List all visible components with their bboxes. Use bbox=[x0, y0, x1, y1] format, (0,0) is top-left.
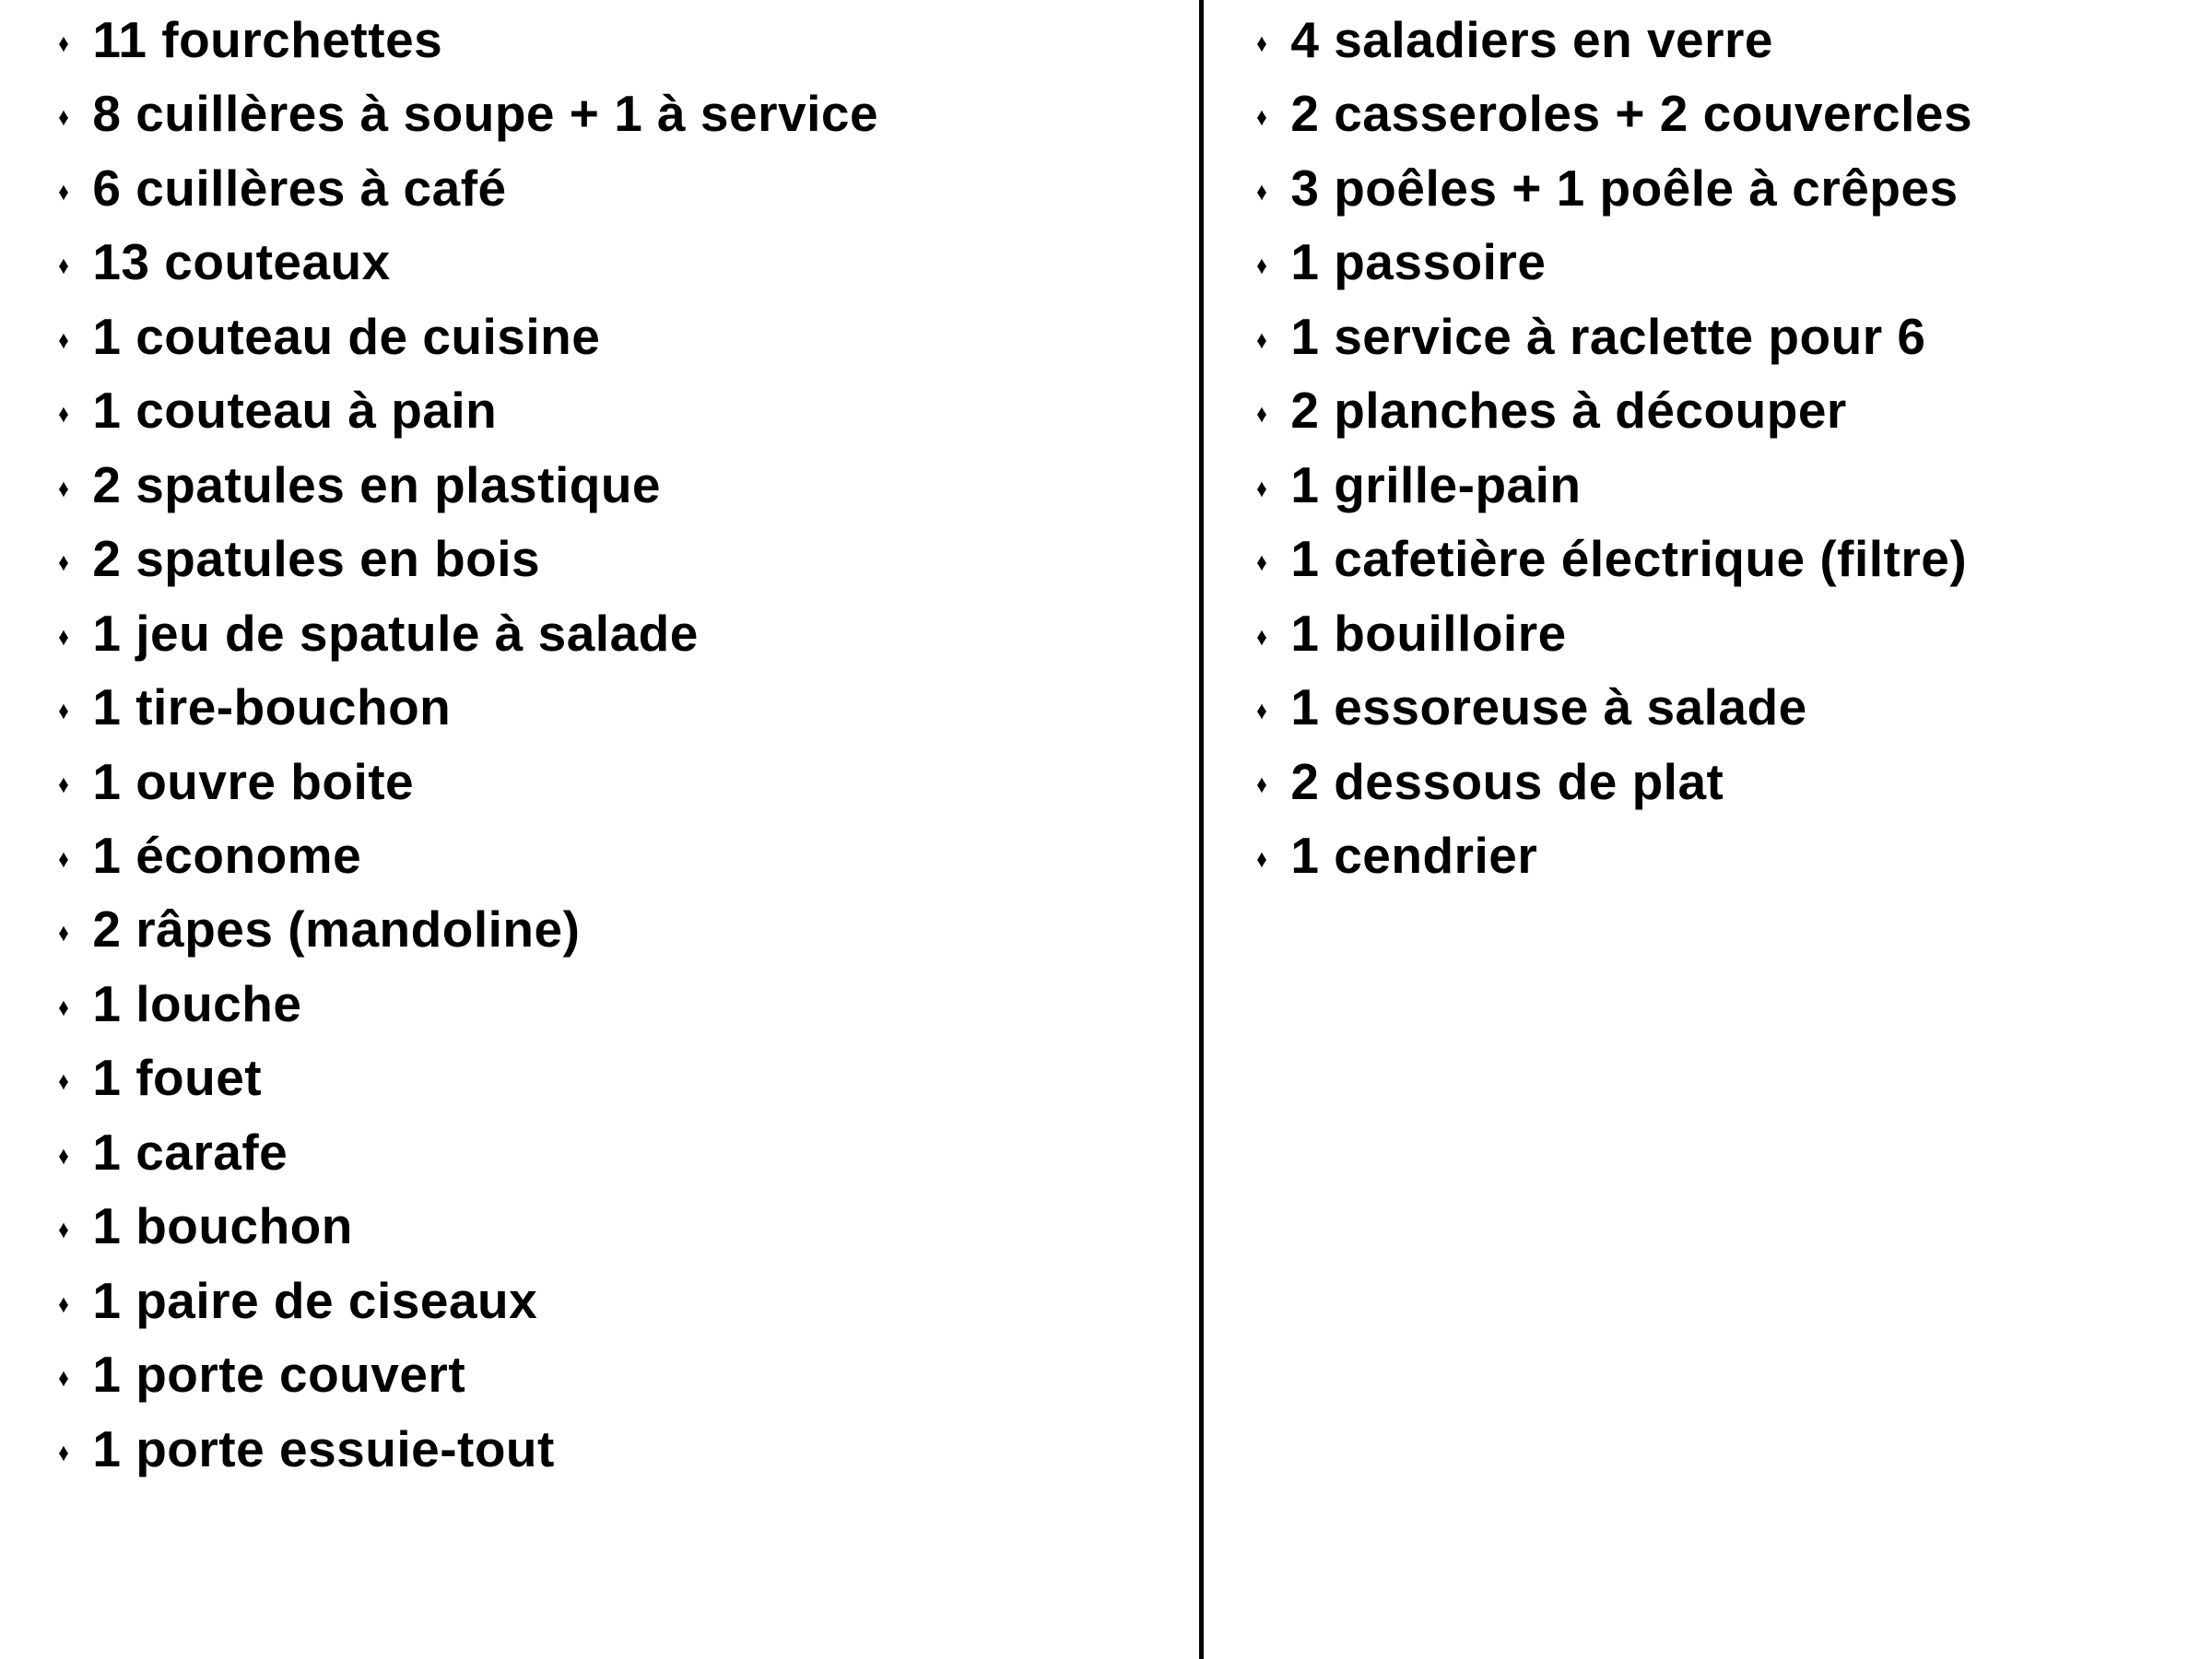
list-item-label: 1 ouvre boite bbox=[92, 752, 415, 810]
diamond-bullet-icon: ♦ bbox=[58, 28, 70, 57]
diamond-bullet-icon: ♦ bbox=[1256, 324, 1268, 354]
diamond-bullet-icon: ♦ bbox=[1256, 251, 1268, 280]
diamond-bullet-icon: ♦ bbox=[58, 176, 70, 206]
list-item bbox=[57, 820, 1199, 894]
list-item-label: 1 passoire bbox=[1290, 233, 1547, 291]
diamond-bullet-icon: ♦ bbox=[58, 1215, 70, 1244]
diamond-bullet-icon: ♦ bbox=[58, 473, 70, 502]
diamond-bullet-icon: ♦ bbox=[58, 1140, 70, 1170]
diamond-bullet-icon: ♦ bbox=[58, 547, 70, 577]
list-item bbox=[57, 301, 1199, 375]
list-item bbox=[1255, 78, 2212, 152]
list-item bbox=[1255, 375, 2212, 449]
list-item-label: 1 économe bbox=[92, 826, 362, 884]
list-item-label: 2 casseroles + 2 couvercles bbox=[1290, 85, 1973, 143]
list-item-label: 2 planches à découper bbox=[1290, 382, 1847, 440]
list-item-label: 3 poêles + 1 poêle à crêpes bbox=[1290, 159, 1959, 217]
list-item bbox=[1255, 598, 2212, 672]
list-item bbox=[1255, 820, 2212, 894]
list-item bbox=[1255, 450, 2212, 524]
list-item-label: 11 fourchettes bbox=[92, 11, 443, 68]
list-item bbox=[57, 747, 1199, 820]
list-item bbox=[57, 1191, 1199, 1265]
diamond-bullet-icon: ♦ bbox=[58, 1363, 70, 1393]
list-item-label: 1 bouchon bbox=[92, 1197, 353, 1255]
list-item bbox=[57, 450, 1199, 524]
column-right bbox=[1204, 0, 2212, 1659]
list-item bbox=[57, 1117, 1199, 1191]
list-item bbox=[1255, 5, 2212, 78]
diamond-bullet-icon: ♦ bbox=[58, 251, 70, 280]
list-item-label: 1 paire de ciseaux bbox=[92, 1271, 538, 1329]
list-item bbox=[57, 1414, 1199, 1488]
diamond-bullet-icon: ♦ bbox=[58, 696, 70, 725]
diamond-bullet-icon: ♦ bbox=[58, 992, 70, 1021]
diamond-bullet-icon: ♦ bbox=[1256, 28, 1268, 57]
list-item bbox=[57, 227, 1199, 300]
list-item-label: 1 cafetière électrique (filtre) bbox=[1290, 530, 1968, 588]
list-item bbox=[1255, 747, 2212, 820]
diamond-bullet-icon: ♦ bbox=[58, 621, 70, 651]
list-item-label: 1 couteau à pain bbox=[92, 382, 498, 440]
list-item-label: 1 carafe bbox=[92, 1123, 288, 1181]
list-item-label: 1 grille-pain bbox=[1290, 455, 1582, 513]
list-item bbox=[1255, 153, 2212, 227]
list-item-label: 6 cuillères à café bbox=[92, 159, 507, 217]
list-item-label: 2 spatules en bois bbox=[92, 530, 541, 588]
list-item bbox=[57, 524, 1199, 597]
list-item bbox=[1255, 524, 2212, 597]
list-item-label: 1 porte couvert bbox=[92, 1346, 466, 1404]
list-item-label: 2 dessous de plat bbox=[1290, 752, 1724, 810]
diamond-bullet-icon: ♦ bbox=[58, 918, 70, 947]
diamond-bullet-icon: ♦ bbox=[1256, 473, 1268, 502]
list-item bbox=[1255, 672, 2212, 746]
diamond-bullet-icon: ♦ bbox=[1256, 843, 1268, 873]
list-item bbox=[57, 1265, 1199, 1339]
list-item bbox=[57, 375, 1199, 449]
diamond-bullet-icon: ♦ bbox=[1256, 399, 1268, 429]
diamond-bullet-icon: ♦ bbox=[1256, 770, 1268, 799]
list-item-label: 1 bouilloire bbox=[1290, 604, 1567, 662]
list-item bbox=[57, 1042, 1199, 1116]
list-item bbox=[57, 894, 1199, 968]
list-item-label: 1 fouet bbox=[92, 1049, 263, 1107]
list-item-label: 1 porte essuie-tout bbox=[92, 1419, 555, 1477]
list-item-label: 13 couteaux bbox=[92, 233, 391, 291]
list-item-label: 1 cendrier bbox=[1290, 826, 1538, 884]
list-item bbox=[57, 78, 1199, 152]
inventory-list-left bbox=[57, 5, 1199, 1488]
list-item bbox=[1255, 301, 2212, 375]
diamond-bullet-icon: ♦ bbox=[58, 324, 70, 354]
diamond-bullet-icon: ♦ bbox=[58, 770, 70, 799]
list-item bbox=[57, 1339, 1199, 1413]
diamond-bullet-icon: ♦ bbox=[58, 1437, 70, 1466]
diamond-bullet-icon: ♦ bbox=[58, 399, 70, 429]
diamond-bullet-icon: ♦ bbox=[58, 102, 70, 132]
list-item bbox=[57, 969, 1199, 1042]
list-item-label: 1 louche bbox=[92, 974, 302, 1032]
list-item-label: 8 cuillères à soupe + 1 à service bbox=[92, 85, 879, 143]
list-item-label: 4 saladiers en verre bbox=[1290, 11, 1774, 68]
list-item bbox=[57, 598, 1199, 672]
list-item-label: 1 tire-bouchon bbox=[92, 678, 452, 736]
diamond-bullet-icon: ♦ bbox=[1256, 176, 1268, 206]
list-item bbox=[57, 153, 1199, 227]
diamond-bullet-icon: ♦ bbox=[58, 1066, 70, 1096]
list-item-label: 1 essoreuse à salade bbox=[1290, 678, 1807, 736]
list-item bbox=[57, 672, 1199, 746]
diamond-bullet-icon: ♦ bbox=[58, 843, 70, 873]
diamond-bullet-icon: ♦ bbox=[58, 1288, 70, 1318]
diamond-bullet-icon: ♦ bbox=[1256, 621, 1268, 651]
list-item-label: 2 râpes (mandoline) bbox=[92, 900, 581, 959]
diamond-bullet-icon: ♦ bbox=[1256, 102, 1268, 132]
inventory-list-right bbox=[1255, 5, 2212, 894]
list-item bbox=[57, 5, 1199, 78]
diamond-bullet-icon: ♦ bbox=[1256, 696, 1268, 725]
list-item-label: 1 service à raclette pour 6 bbox=[1290, 307, 1926, 365]
list-item-label: 2 spatules en plastique bbox=[92, 455, 662, 513]
list-item bbox=[1255, 227, 2212, 300]
list-item-label: 1 jeu de spatule à salade bbox=[92, 604, 699, 662]
diamond-bullet-icon: ♦ bbox=[1256, 547, 1268, 577]
list-item-label: 1 couteau de cuisine bbox=[92, 307, 601, 365]
